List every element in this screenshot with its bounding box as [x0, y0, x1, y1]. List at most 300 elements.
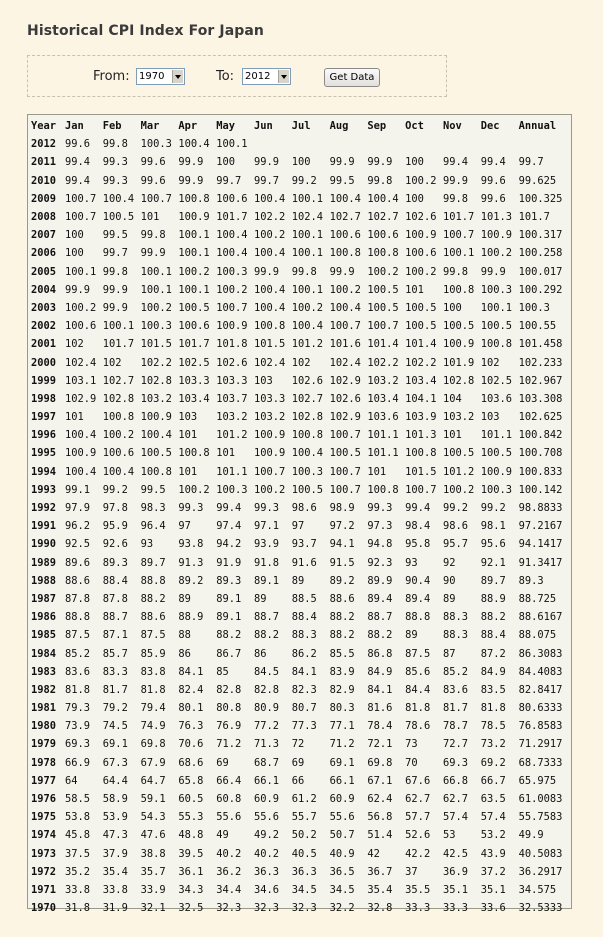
- from-year-value: 1970: [139, 71, 165, 82]
- annual-cell: 102.233: [518, 356, 563, 369]
- month-cell: 89.2: [329, 574, 355, 587]
- month-cell: 99.8: [102, 265, 128, 278]
- month-cell: 100.6: [405, 247, 437, 260]
- month-cell: 78.6: [405, 720, 431, 733]
- table-row: [31, 335, 569, 353]
- table-row: [31, 135, 569, 153]
- month-cell: 37.2: [480, 865, 506, 878]
- annual-cell: [519, 135, 569, 153]
- month-cell: 87.5: [65, 629, 91, 642]
- year-cell: 1992: [31, 502, 57, 515]
- year-cell: 2012: [31, 138, 57, 151]
- month-cell: 101.9: [442, 356, 475, 369]
- month-cell: 99.3: [253, 502, 280, 515]
- month-cell: 99.4: [65, 156, 91, 169]
- month-cell: 99.2: [291, 174, 317, 187]
- month-cell: 89.3: [216, 574, 242, 587]
- table-row: [31, 244, 569, 262]
- month-cell: 101: [65, 411, 84, 424]
- month-cell: 40.2: [253, 847, 280, 860]
- month-cell: 88.3: [442, 629, 468, 642]
- month-cell: 99.8: [140, 229, 166, 242]
- month-cell: 95.6: [480, 538, 506, 551]
- month-cell: 99.9: [253, 265, 280, 278]
- year-cell: 1995: [31, 447, 57, 460]
- year-cell: 2009: [31, 192, 57, 205]
- month-cell: 39.5: [178, 847, 204, 860]
- year-cell: 1994: [31, 465, 57, 478]
- month-cell: 82.3: [291, 683, 317, 696]
- month-cell: 36.5: [329, 865, 355, 878]
- month-cell: 99.4: [480, 156, 506, 169]
- table-row: [31, 444, 569, 462]
- month-cell: 80.9: [253, 702, 280, 715]
- month-cell: 31.9: [102, 902, 128, 915]
- month-cell: 51.4: [367, 829, 393, 842]
- month-cell: 100.1: [291, 283, 324, 296]
- month-cell: 100.6: [65, 320, 97, 333]
- month-cell: 100.8: [367, 247, 399, 260]
- month-cell: 91.3: [178, 556, 204, 569]
- annual-cell: 103.308: [518, 392, 563, 405]
- to-year-value: 2012: [245, 71, 271, 82]
- month-cell: 66.1: [329, 774, 355, 787]
- month-cell: 100.8: [178, 192, 210, 205]
- month-cell: 100.8: [480, 338, 513, 351]
- month-cell: 101.3: [480, 211, 513, 224]
- month-cell: 101.7: [178, 338, 210, 351]
- month-cell: 70.6: [178, 738, 204, 751]
- annual-cell: 68.7333: [518, 756, 563, 769]
- month-cell: 101.3: [405, 429, 437, 442]
- month-cell: 91.8: [253, 556, 280, 569]
- month-cell: 94.1: [329, 538, 355, 551]
- month-cell: 102.4: [65, 356, 97, 369]
- month-cell: 77.1: [329, 720, 355, 733]
- month-cell: 87.2: [480, 647, 506, 660]
- annual-cell: 100.258: [518, 247, 563, 260]
- column-header: Aug: [329, 120, 349, 133]
- month-cell: 103.6: [480, 392, 513, 405]
- month-cell: 97.4: [216, 520, 242, 533]
- month-cell: 102.2: [405, 356, 437, 369]
- month-cell: 100.4: [367, 192, 399, 205]
- month-cell: 100.4: [291, 320, 324, 333]
- column-header: May: [216, 120, 235, 133]
- year-cell: 1993: [31, 483, 57, 496]
- month-cell: 102.4: [291, 211, 324, 224]
- month-cell: 85.2: [442, 665, 468, 678]
- month-cell: 101.1: [367, 429, 399, 442]
- month-cell: 81.8: [480, 702, 506, 715]
- month-cell: 91.9: [216, 556, 242, 569]
- month-cell: 38.8: [140, 847, 166, 860]
- month-cell: 101.2: [291, 338, 324, 351]
- month-cell: 100.3: [291, 465, 324, 478]
- month-cell: 101.1: [216, 465, 248, 478]
- month-cell: 58.9: [102, 793, 128, 806]
- table-row: [31, 754, 569, 772]
- month-cell: 69: [291, 756, 305, 769]
- month-cell: 84.4: [405, 683, 431, 696]
- month-cell: 102.5: [480, 374, 513, 387]
- year-cell: 1987: [31, 592, 57, 605]
- chevron-down-icon[interactable]: [172, 70, 183, 83]
- to-year-select[interactable]: [242, 68, 291, 85]
- month-cell: 99.5: [329, 174, 355, 187]
- month-cell: 57.7: [405, 811, 431, 824]
- column-header: Apr: [178, 120, 198, 133]
- month-cell: 101.7: [102, 338, 135, 351]
- month-cell: 100.4: [291, 447, 324, 460]
- month-cell: 100.2: [480, 247, 513, 260]
- month-cell: 101.7: [442, 211, 475, 224]
- month-cell: 99.6: [480, 174, 506, 187]
- month-cell: 87.5: [405, 647, 431, 660]
- month-cell: 32.3: [253, 902, 280, 915]
- month-cell: 99.9: [253, 156, 280, 169]
- month-cell: 101.2: [216, 429, 248, 442]
- table-row: [31, 372, 569, 390]
- annual-cell: 97.2167: [518, 520, 563, 533]
- year-cell: 1978: [31, 756, 57, 769]
- month-cell: 36.7: [367, 865, 393, 878]
- month-cell: 55.7: [291, 811, 317, 824]
- table-row: [31, 681, 569, 699]
- month-cell: 78.5: [480, 720, 506, 733]
- month-cell: 73: [405, 738, 418, 751]
- month-cell: 100: [65, 247, 84, 260]
- month-cell: 34.3: [178, 883, 204, 896]
- month-cell: 100.1: [102, 320, 135, 333]
- month-cell: 42: [367, 847, 380, 860]
- month-cell: 56.8: [367, 811, 393, 824]
- column-header: Jun: [253, 120, 273, 133]
- month-cell: 53: [442, 829, 456, 842]
- annual-cell: 71.2917: [518, 738, 563, 751]
- month-cell: 98.3: [140, 502, 166, 515]
- month-cell: 102.2: [367, 356, 399, 369]
- month-cell: 101.4: [367, 338, 399, 351]
- month-cell: 100.2: [405, 174, 437, 187]
- month-cell: 85.9: [140, 647, 166, 660]
- year-cell: 2011: [31, 156, 57, 169]
- year-cell: 2006: [31, 247, 57, 260]
- month-cell: 100.5: [442, 320, 475, 333]
- month-cell: 100.2: [442, 483, 475, 496]
- month-cell: 100.2: [329, 283, 361, 296]
- annual-cell: 102.625: [518, 411, 563, 424]
- month-cell: 97: [178, 520, 191, 533]
- month-cell: 103.6: [367, 411, 399, 424]
- annual-cell: 80.6333: [518, 702, 563, 715]
- month-cell: 66: [291, 774, 305, 787]
- month-cell: 35.1: [442, 883, 468, 896]
- month-cell: 101: [140, 211, 160, 224]
- month-cell: 66.8: [442, 774, 468, 787]
- month-cell: 92.5: [65, 538, 91, 551]
- month-cell: 92: [442, 556, 456, 569]
- year-cell: 1983: [31, 665, 57, 678]
- month-cell: 100: [291, 156, 311, 169]
- month-cell: 54.3: [140, 811, 166, 824]
- month-cell: 32.5: [178, 902, 204, 915]
- month-cell: 100.7: [405, 483, 437, 496]
- month-cell: 99.2: [102, 483, 128, 496]
- month-cell: 100.4: [253, 247, 286, 260]
- month-cell: 36.3: [253, 865, 280, 878]
- month-cell: 103.2: [216, 411, 248, 424]
- month-cell: 88.6: [140, 611, 166, 624]
- month-cell: 73.2: [480, 738, 506, 751]
- month-cell: 32.8: [367, 902, 393, 915]
- month-cell: 35.2: [65, 865, 91, 878]
- month-cell: 32.2: [329, 902, 355, 915]
- month-cell: 102.6: [291, 374, 324, 387]
- month-cell: 33.3: [442, 902, 468, 915]
- month-cell: 88: [178, 629, 191, 642]
- table-row: [31, 881, 569, 899]
- month-cell: 71.3: [253, 738, 280, 751]
- month-cell: 101.2: [442, 465, 475, 478]
- cpi-table-container: [27, 114, 572, 915]
- month-cell: 100.8: [405, 447, 437, 460]
- annual-cell: 100.142: [518, 483, 563, 496]
- month-cell: 87.8: [65, 592, 91, 605]
- month-cell: 33.8: [65, 883, 91, 896]
- chevron-down-icon[interactable]: [278, 70, 289, 83]
- annual-cell: 88.075: [518, 629, 557, 642]
- month-cell: 84.1: [367, 683, 393, 696]
- month-cell: 35.4: [367, 883, 393, 896]
- month-cell: 72.1: [367, 738, 393, 751]
- month-cell: 99.8: [442, 265, 468, 278]
- month-cell: 81.8: [65, 683, 91, 696]
- month-cell: 48.8: [178, 829, 204, 842]
- month-cell: 101.1: [480, 429, 513, 442]
- month-cell: 99.8: [102, 138, 128, 151]
- month-cell: 99.9: [442, 174, 468, 187]
- month-cell: 96.2: [65, 520, 91, 533]
- month-cell: 45.8: [65, 829, 91, 842]
- month-cell: 100.1: [291, 247, 324, 260]
- month-cell: 99.3: [367, 502, 393, 515]
- month-cell: 78.4: [367, 720, 393, 733]
- month-cell: 99.9: [140, 247, 166, 260]
- month-cell: 86: [253, 647, 267, 660]
- month-cell: 53.8: [65, 811, 91, 824]
- month-cell: 99.3: [102, 174, 128, 187]
- month-cell: 100.2: [253, 229, 286, 242]
- month-cell: 88.6: [329, 592, 355, 605]
- year-cell: 1988: [31, 574, 57, 587]
- get-data-button[interactable]: Get Data: [324, 68, 380, 87]
- month-cell: 99.5: [140, 483, 166, 496]
- month-cell: 102.8: [442, 374, 475, 387]
- month-cell: 67.9: [140, 756, 166, 769]
- table-row: [31, 899, 569, 917]
- month-cell: 100.2: [216, 283, 248, 296]
- month-cell: 89: [442, 592, 456, 605]
- month-cell: 100.2: [178, 265, 210, 278]
- month-cell: 84.9: [480, 665, 506, 678]
- month-cell: 102.9: [329, 411, 361, 424]
- month-cell: 81.8: [140, 683, 166, 696]
- month-cell: 85.2: [65, 647, 91, 660]
- month-cell: 83.8: [140, 665, 166, 678]
- month-cell: 84.9: [367, 665, 393, 678]
- month-cell: 100.7: [329, 429, 361, 442]
- month-cell: 62.7: [442, 793, 468, 806]
- year-cell: 1989: [31, 556, 57, 569]
- month-cell: 82.9: [329, 683, 355, 696]
- month-cell: 99.9: [367, 156, 393, 169]
- month-cell: 102.7: [102, 374, 135, 387]
- month-cell: 100.5: [405, 301, 437, 314]
- month-cell: 100.1: [178, 283, 210, 296]
- column-header: Sep: [367, 120, 387, 133]
- month-cell: 99.9: [65, 283, 91, 296]
- month-cell: 102.8: [291, 411, 324, 424]
- month-cell: 88.4: [480, 629, 506, 642]
- month-cell: 81.7: [102, 683, 128, 696]
- year-cell: 1999: [31, 374, 57, 387]
- month-cell: 88.4: [291, 611, 317, 624]
- page-title: Historical CPI Index For Japan: [27, 23, 264, 39]
- month-cell: 100.2: [405, 265, 437, 278]
- year-cell: 1981: [31, 702, 57, 715]
- month-cell: 88.2: [329, 629, 355, 642]
- month-cell: 101.8: [216, 338, 248, 351]
- year-cell: 1974: [31, 829, 57, 842]
- month-cell: 102.4: [329, 356, 361, 369]
- table-row: [31, 663, 569, 681]
- month-cell: 101: [178, 465, 198, 478]
- month-cell: 99.1: [65, 483, 91, 496]
- table-row: [31, 263, 569, 281]
- month-cell: 86.8: [367, 647, 393, 660]
- cpi-table: [31, 117, 569, 917]
- month-cell: 99.9: [480, 265, 506, 278]
- month-cell: 91.6: [291, 556, 317, 569]
- month-cell: 83.9: [329, 665, 355, 678]
- month-cell: 100.1: [140, 283, 172, 296]
- month-cell: 100.8: [253, 320, 286, 333]
- month-cell: 97.8: [102, 502, 128, 515]
- month-cell: 40.2: [216, 847, 242, 860]
- month-cell: 33.6: [480, 902, 506, 915]
- month-cell: 100: [216, 156, 235, 169]
- month-cell: 94.2: [216, 538, 242, 551]
- month-cell: 100.5: [178, 301, 210, 314]
- month-cell: 43.9: [480, 847, 506, 860]
- year-cell: 1977: [31, 774, 57, 787]
- month-cell: 100.7: [367, 320, 399, 333]
- month-cell: 89: [405, 629, 418, 642]
- month-cell: 63.5: [480, 793, 506, 806]
- month-cell: 60.5: [178, 793, 204, 806]
- table-row: [31, 317, 569, 335]
- month-cell: 79.3: [65, 702, 91, 715]
- month-cell: 102.7: [329, 211, 361, 224]
- month-cell: 80.1: [178, 702, 204, 715]
- month-cell: 64: [65, 774, 78, 787]
- month-cell: 99.6: [140, 156, 166, 169]
- table-row: [31, 535, 569, 553]
- month-cell: 83.3: [102, 665, 128, 678]
- annual-cell: 99.625: [518, 174, 557, 187]
- table-row: [31, 499, 569, 517]
- month-cell: 42.2: [405, 847, 431, 860]
- month-cell: 100.1: [65, 265, 97, 278]
- month-cell: 100.9: [253, 429, 286, 442]
- month-cell: 71.2: [216, 738, 242, 751]
- table-row: [31, 735, 569, 753]
- month-cell: 100.1: [178, 229, 210, 242]
- column-header: Oct: [405, 120, 424, 133]
- annual-cell: 98.8833: [518, 502, 563, 515]
- annual-cell: 100.317: [518, 229, 563, 242]
- month-cell: 100.2: [140, 301, 172, 314]
- year-cell: 1996: [31, 429, 57, 442]
- month-cell: 81.8: [405, 702, 431, 715]
- month-cell: 100.5: [367, 283, 399, 296]
- table-row: [31, 699, 569, 717]
- year-cell: 1984: [31, 647, 57, 660]
- month-cell: 98.6: [442, 520, 468, 533]
- month-cell: 89.7: [140, 556, 166, 569]
- month-cell: 99.8: [442, 192, 468, 205]
- year-cell: 1982: [31, 683, 57, 696]
- month-cell: 102.9: [65, 392, 97, 405]
- month-cell: 58.5: [65, 793, 91, 806]
- month-cell: 100.4: [329, 301, 361, 314]
- annual-cell: 94.1417: [518, 538, 563, 551]
- month-cell: 101.1: [367, 447, 399, 460]
- annual-cell: 100.708: [518, 447, 563, 460]
- month-cell: 32.3: [216, 902, 242, 915]
- year-cell: 1997: [31, 411, 57, 424]
- month-cell: 88.6: [65, 574, 91, 587]
- month-cell: 88.2: [140, 592, 166, 605]
- month-cell: 100.5: [329, 447, 361, 460]
- month-cell: 88.2: [367, 629, 393, 642]
- month-cell: 37.9: [102, 847, 128, 860]
- month-cell: 100.9: [442, 338, 475, 351]
- table-row: [31, 353, 569, 371]
- from-year-select[interactable]: [136, 68, 185, 85]
- month-cell: 100.8: [329, 247, 361, 260]
- month-cell: 93: [405, 556, 418, 569]
- month-cell: [330, 135, 368, 153]
- month-cell: 47.3: [102, 829, 128, 842]
- table-row: [31, 153, 569, 171]
- month-cell: 100.1: [442, 247, 475, 260]
- month-cell: 103.3: [216, 374, 248, 387]
- month-cell: 93.8: [178, 538, 204, 551]
- month-cell: [443, 135, 481, 153]
- month-cell: 82.4: [178, 683, 204, 696]
- month-cell: 96.4: [140, 520, 166, 533]
- month-cell: 35.5: [405, 883, 431, 896]
- month-cell: 100.7: [216, 301, 248, 314]
- month-cell: [292, 135, 330, 153]
- table-row: [31, 717, 569, 735]
- month-cell: 103: [480, 411, 500, 424]
- month-cell: 100.8: [442, 283, 475, 296]
- month-cell: 62.4: [367, 793, 393, 806]
- year-cell: 1980: [31, 720, 57, 733]
